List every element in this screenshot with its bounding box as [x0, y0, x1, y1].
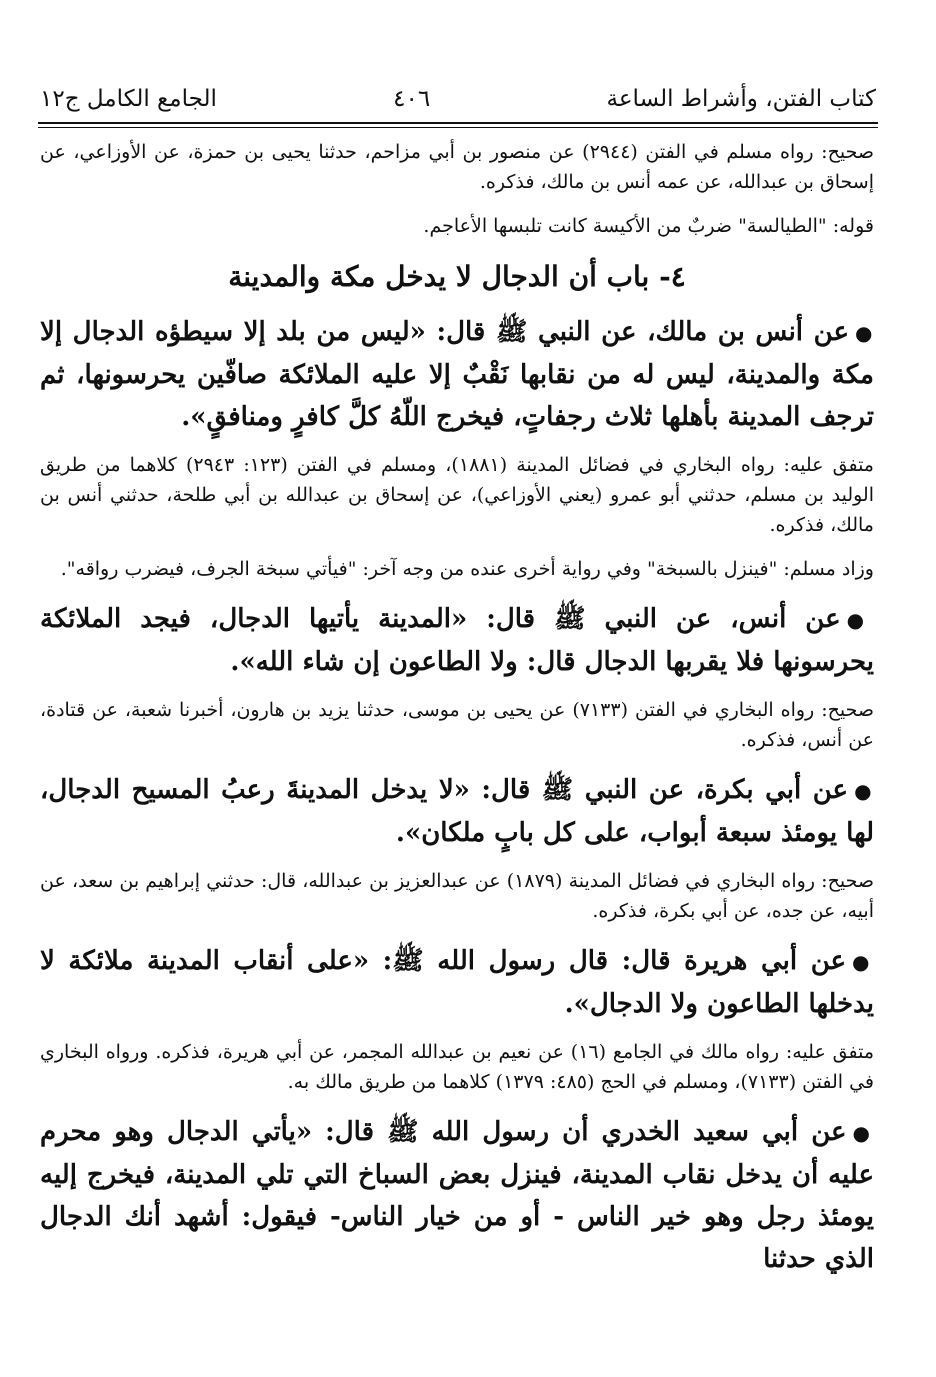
- hadith-text: ●عن أنس، عن النبي ﷺ قال: «المدينة يأتيها الدجال، فيجد الملائكة يحرسونها فلا يقربها الدجال قال: ولا الطاعون إن شاء الله».: [40, 604, 875, 677]
- takhrij-note: صحيح: رواه البخاري في فضائل المدينة (١٨٧٩) عن عبدالعزيز بن عبدالله، قال: حدثني إبراهيم بن سعد، عن أبيه، عن جده، عن أبي بكرة، فذكره.: [40, 870, 874, 922]
- running-book-title: الجامع الكامل ج١٢: [40, 86, 217, 112]
- header-rule-thin: [38, 127, 878, 128]
- takhrij-note: متفق عليه: رواه البخاري في فضائل المدينة (١٨٨١)، ومسلم في الفتن (١٢٣: ٢٩٤٣) كلاهما من طريق الوليد بن مسلم، حدثني أبو عمرو (يعني الأوزاعي)، عن إسحاق بن عبدالله بن أبي طلحة، حدثني أنس بن مالك، فذكره.: [40, 454, 874, 536]
- takhrij-note: وزاد مسلم: "فينزل بالسبخة" وفي رواية أخرى عنده من وجه آخر: "فيأتي سبخة الجرف، فيضرب رواقه".: [60, 558, 874, 580]
- hadith-text: ●عن أبي سعيد الخدري أن رسول الله ﷺ قال: «يأتي الدجال وهو محرم عليه أن يدخل نقاب المدينة، فينزل بعض السباخ التي تلي المدينة، فيخرج إليه يومئذ رجل وهو خير الناس - أو من خيار الناس- فيقول: أشهد أنك الدجال الذي حدثنا: [40, 1117, 874, 1274]
- hadith-text: ●عن أنس بن مالك، عن النبي ﷺ قال: «ليس من بلد إلا سيطؤه الدجال إلا مكة والمدينة، ليس له من نقابها نَقْبٌ إلا عليه الملائكة صافّين يحرسونها، ثم ترجف المدينة بأهلها ثلاث رجفاتٍ، فيخرج اللّهُ كلَّ كافرٍ ومنافقٍ».: [40, 317, 874, 432]
- bullet-icon: ●: [854, 779, 875, 803]
- bullet-icon: ●: [852, 1121, 874, 1145]
- bullet-icon: ●: [854, 321, 874, 345]
- bullet-icon: ●: [852, 950, 874, 974]
- running-section-title: كتاب الفتن، وأشراط الساعة: [606, 86, 876, 112]
- chapter-heading: ٤- باب أن الدجال لا يدخل مكة والمدينة: [228, 260, 686, 293]
- page-header: [40, 72, 876, 112]
- takhrij-note: صحيح: رواه البخاري في الفتن (٧١٣٣) عن يحيى بن موسى، حدثنا يزيد بن هارون، أخبرنا شعبة، عن قتادة، عن أنس، فذكره.: [40, 699, 874, 751]
- explanatory-note: قوله: "الطيالسة" ضربٌ من الأكيسة كانت تلبسها الأعاجم.: [423, 215, 874, 237]
- hadith-text: ●عن أبي هريرة قال: قال رسول الله ﷺ: «على أنقاب المدينة ملائكة لا يدخلها الطاعون ولا الدجال».: [40, 946, 874, 1019]
- page-body: [40, 137, 874, 1292]
- page-number: ٤٠٦: [393, 86, 431, 112]
- bullet-icon: ●: [846, 608, 875, 632]
- header-rule-thick: [38, 122, 878, 124]
- hadith-text: ●عن أبي بكرة، عن النبي ﷺ قال: «لا يدخل المدينةَ رعبُ المسيح الدجال، لها يومئذ سبعة أبواب، على كل بابٍ ملكان».: [40, 775, 875, 848]
- takhrij-note: متفق عليه: رواه مالك في الجامع (١٦) عن نعيم بن عبدالله المجمر، عن أبي هريرة، فذكره. ورواه البخاري في الفتن (٧١٣٣)، ومسلم في الحج (٤٨٥: ١٣٧٩) كلاهما من طريق مالك به.: [40, 1041, 874, 1093]
- takhrij-note: صحيح: رواه مسلم في الفتن (٢٩٤٤) عن منصور بن أبي مزاحم، حدثنا يحيى بن حمزة، عن الأوزاعي، عن إسحاق بن عبدالله، عن عمه أنس بن مالك، فذكره.: [40, 141, 874, 193]
